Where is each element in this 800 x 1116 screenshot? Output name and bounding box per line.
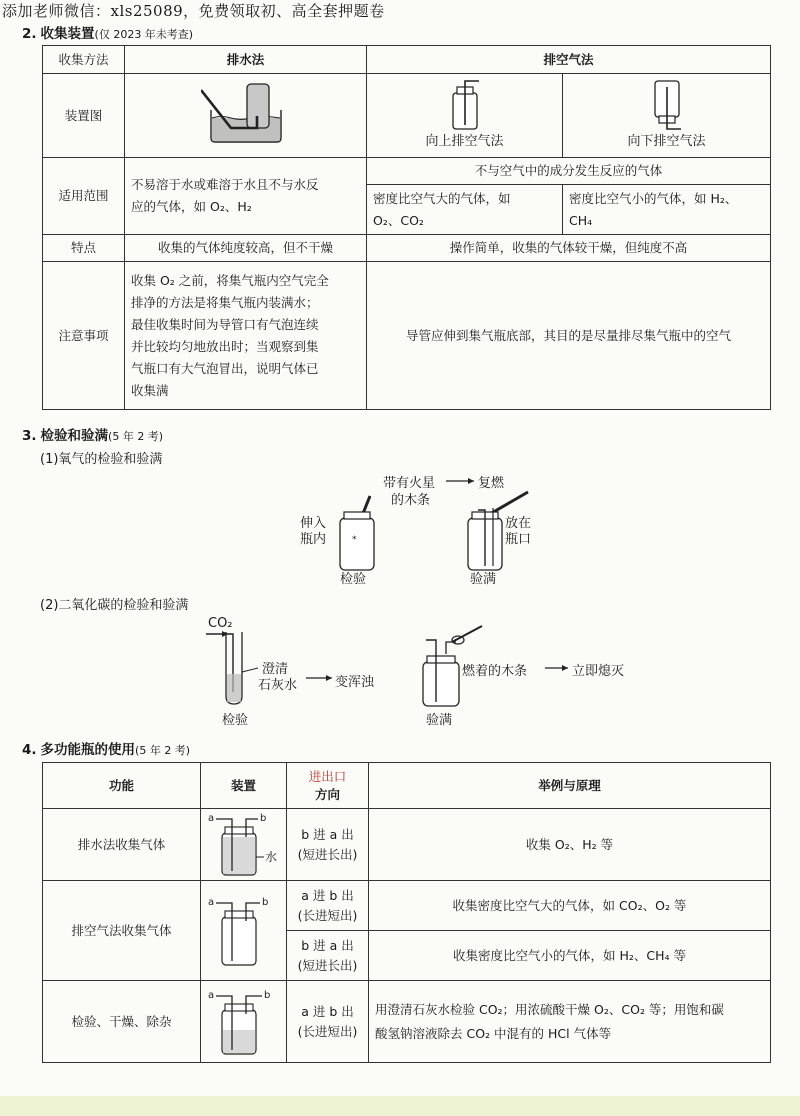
feature-water: 收集的气体纯度较高，但不干燥 <box>125 235 367 262</box>
upward-air-bottle <box>445 79 485 131</box>
downward-air-cell <box>563 74 771 158</box>
scope-water-line2 <box>131 196 360 218</box>
o2-mouth-label1: 放在 <box>505 516 532 531</box>
o2-insert-label1: 伸入 <box>300 516 327 531</box>
th-method: 收集方法 <box>43 46 125 74</box>
dir-line2: (长进短出) <box>297 907 358 923</box>
row-notes-label: 注意事项 <box>43 262 125 410</box>
svg-text:b: b <box>263 989 270 1001</box>
notes-water-line: 气瓶口有大气泡冒出，说明气体已 <box>131 360 319 376</box>
co2-extinguish: 立即熄灭 <box>572 664 625 679</box>
ex-test-line1: 用澄清石灰水检验 CO₂；用浓硫酸干燥 O₂、CO₂ 等；用饱和碳 <box>375 1001 724 1017</box>
section-3-note: (5 年 2 考) <box>108 430 164 443</box>
th-direction <box>287 763 369 809</box>
sub2-heading: (2)二氧化碳的检验和验满 <box>40 598 189 613</box>
ex-water: 收集 O₂、H₂ 等 <box>369 809 771 881</box>
downward-air-bottle <box>647 79 687 131</box>
th-direction-line1: 进出口 <box>308 768 347 784</box>
scope-water-line1: 不易溶于水或难溶于水且不与水反 <box>131 177 319 192</box>
notes-water-line: 并比较均匀地放出时；当观察到集 <box>131 338 319 354</box>
th-direction-line2: 方向 <box>314 786 340 802</box>
scope-up <box>367 185 563 235</box>
label-a: a <box>207 812 214 824</box>
scope-water <box>125 158 367 235</box>
o2-full-caption: 验满 <box>470 572 497 587</box>
scope-water-gases: O₂、H₂ <box>209 199 252 214</box>
scope-up-line1: 密度比空气大的气体，如 <box>373 190 511 206</box>
svg-text:b: b <box>261 896 268 908</box>
watermark: 添加老师微信：xls25089，免费领取初、高全套押题卷 <box>2 2 385 20</box>
row-feature-label: 特点 <box>43 235 125 262</box>
dir-line1: b 进 a 出 <box>301 937 354 953</box>
notes-air: 导管应伸到集气瓶底部，其目的是尽量排尽集气瓶中的空气 <box>367 262 771 410</box>
dir-line1: a 进 b 出 <box>301 1003 354 1019</box>
ex-test-line2: 酸氢钠溶液除去 CO₂ 中混有的 HCl 气体等 <box>375 1025 612 1041</box>
section-2-note: (仅 2023 年未考查) <box>94 28 194 41</box>
o2-splint-label1: 带有火星 <box>383 476 436 491</box>
th-func: 功能 <box>43 763 201 809</box>
notes-water-line: 最佳收集时间为导管口有气泡连续 <box>131 316 319 332</box>
multi-bottle-table <box>42 762 771 1063</box>
scope-up-line2: O₂、CO₂ <box>373 212 424 228</box>
page-bottom-band <box>0 1096 800 1116</box>
section-3-title: 检验和验满 <box>40 428 109 444</box>
notes-water-line: 收集满 <box>131 382 169 398</box>
water-collection-illustration <box>201 80 291 144</box>
scope-down <box>563 185 771 235</box>
co2-test-caption: 检验 <box>222 713 249 728</box>
device-water-cell <box>201 809 287 881</box>
ex-air-light: 收集密度比空气小的气体，如 H₂、CH₄ 等 <box>369 931 771 981</box>
th-example: 举例与原理 <box>369 763 771 809</box>
o2-insert-label2: 瓶内 <box>300 532 327 547</box>
feature-air: 操作简单，收集的气体较干燥，但纯度不高 <box>367 235 771 262</box>
notes-water-line: 排净的方法是将集气瓶内装满水； <box>131 294 319 310</box>
section-4-heading <box>22 738 190 758</box>
notes-water-line: 收集 O₂ 之前，将集气瓶内空气完全 <box>131 272 329 288</box>
th-air: 排空气法 <box>367 46 771 74</box>
row-scope-label: 适用范围 <box>43 158 125 235</box>
o2-result: 复燃 <box>478 476 505 491</box>
scope-air-top: 不与空气中的成分发生反应的气体 <box>367 158 771 185</box>
svg-text:a: a <box>207 896 214 908</box>
co2-gas-label: CO₂ <box>208 616 233 631</box>
label-b: b <box>259 812 266 824</box>
bottle-wash-icon <box>204 986 284 1058</box>
ex-air-heavy: 收集密度比空气大的气体，如 CO₂、O₂ 等 <box>369 881 771 931</box>
device-test-cell <box>201 981 287 1063</box>
label-water: 水 <box>264 849 277 864</box>
func-air: 排空气法收集气体 <box>43 881 201 981</box>
svg-text:a: a <box>207 989 214 1001</box>
scope-down-line2: CH₄ <box>569 212 593 228</box>
func-test-dry: 检验、干燥、除杂 <box>43 981 201 1063</box>
section-2-title: 收集装置 <box>40 26 95 42</box>
section-4-note: (5 年 2 考) <box>135 744 191 757</box>
dir-line1: a 进 b 出 <box>301 887 354 903</box>
o2-diagram <box>0 470 800 590</box>
scope-water-line2-text: 应的气体，如 <box>131 199 210 214</box>
o2-test-caption: 检验 <box>340 572 367 587</box>
dir-air-light <box>287 931 369 981</box>
cap-downward: 向下排空气法 <box>627 133 706 149</box>
co2-lime-label2: 石灰水 <box>258 678 298 693</box>
dir-line1: b 进 a 出 <box>301 826 354 842</box>
o2-splint-label2: 的木条 <box>391 493 431 508</box>
bottle-air-icon <box>204 891 284 971</box>
section-4-title: 多功能瓶的使用 <box>40 742 136 758</box>
upward-air-cell <box>367 74 563 158</box>
notes-water <box>125 262 367 410</box>
section-3-number: 3. <box>22 428 37 444</box>
dir-water <box>287 809 369 881</box>
section-3-heading <box>22 424 163 444</box>
water-device-cell <box>125 74 367 158</box>
co2-burning-stick: 燃着的木条 <box>462 664 528 679</box>
ex-test <box>369 981 771 1063</box>
func-water: 排水法收集气体 <box>43 809 201 881</box>
section-2-heading <box>22 22 193 42</box>
device-air-cell <box>201 881 287 981</box>
sub1-heading: (1)氧气的检验和验满 <box>40 452 163 467</box>
dir-test <box>287 981 369 1063</box>
cap-upward: 向上排空气法 <box>425 133 504 149</box>
collection-table <box>42 45 771 410</box>
co2-diagram <box>0 612 800 712</box>
o2-mouth-label2: 瓶口 <box>505 532 532 547</box>
bottle-water-icon <box>204 811 284 879</box>
section-4-number: 4. <box>22 742 37 758</box>
section-2-number: 2. <box>22 26 37 42</box>
dir-line2: (短进长出) <box>297 957 358 973</box>
dir-line2: (长进短出) <box>297 1023 358 1039</box>
co2-turbid-label: 变浑浊 <box>335 675 375 690</box>
row-device-label: 装置图 <box>43 74 125 158</box>
dir-air-heavy <box>287 881 369 931</box>
scope-down-line1: 密度比空气小的气体，如 H₂、 <box>569 190 738 206</box>
th-device: 装置 <box>201 763 287 809</box>
co2-full-caption: 验满 <box>426 713 453 728</box>
th-water: 排水法 <box>125 46 367 74</box>
dir-line2: (短进长出) <box>297 846 358 862</box>
svg-text:*: * <box>352 535 357 545</box>
co2-lime-label1: 澄清 <box>262 662 289 677</box>
